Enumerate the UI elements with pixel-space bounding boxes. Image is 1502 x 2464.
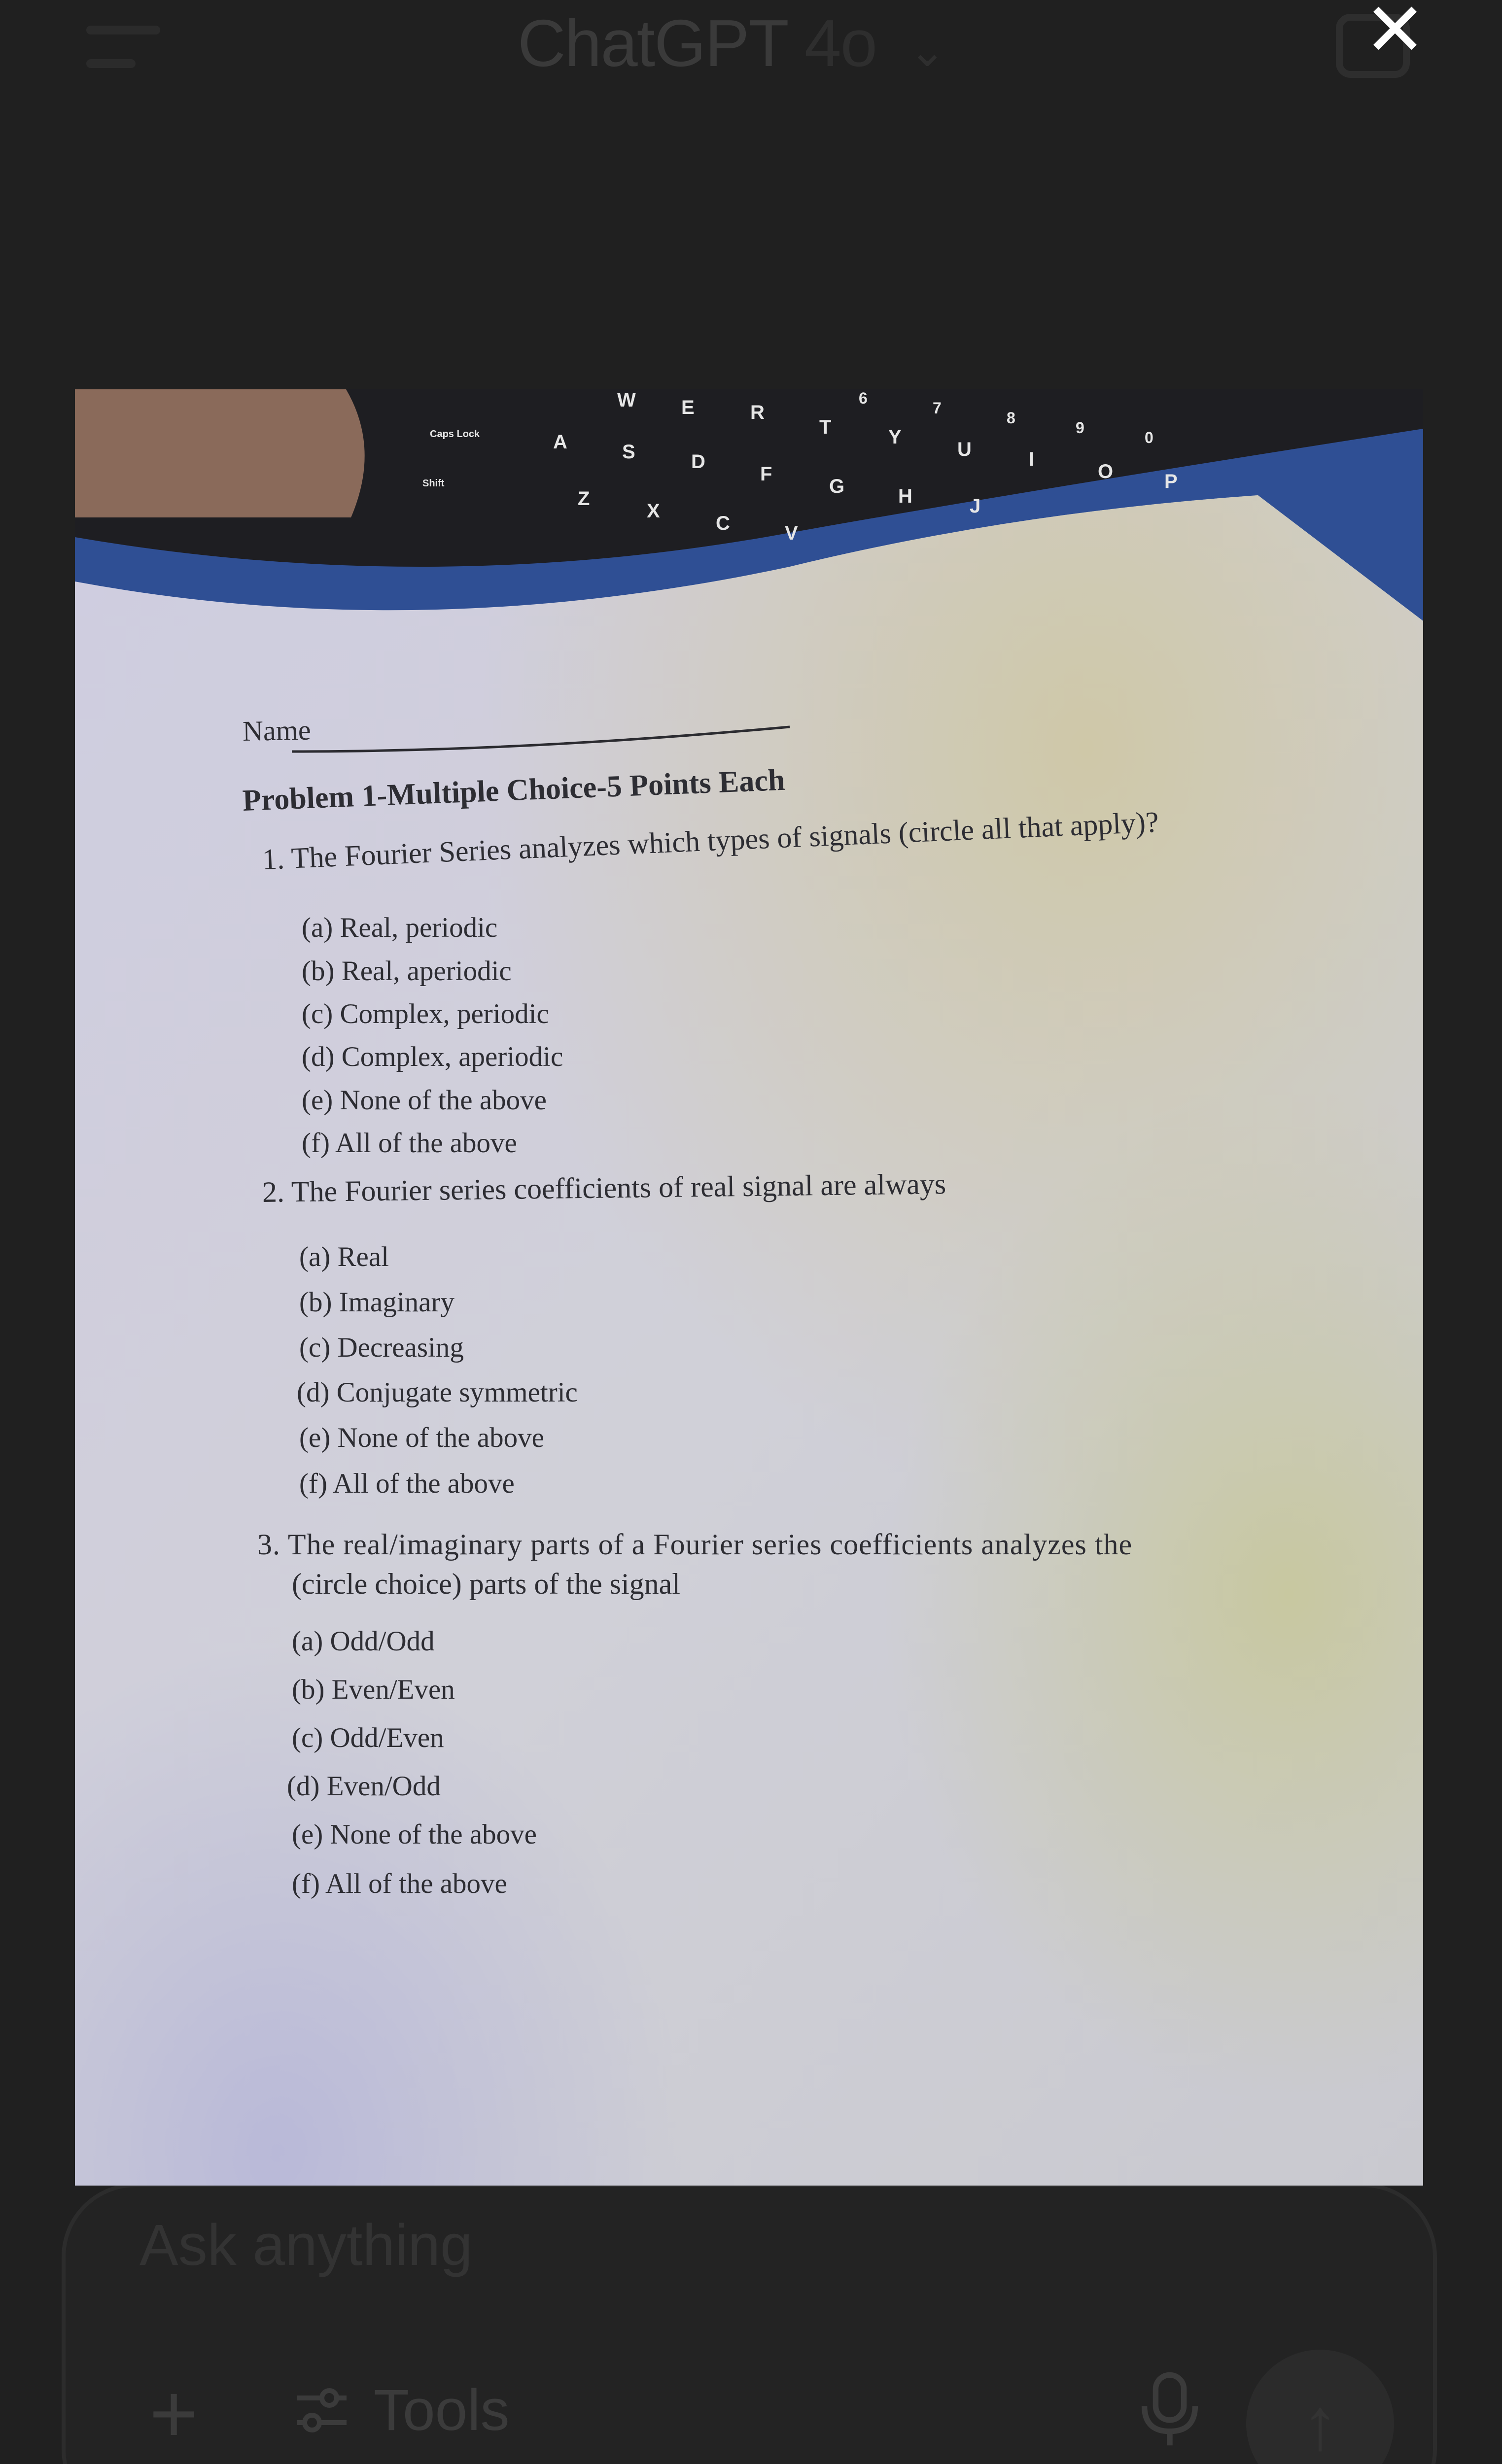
- q1-option-d: (d) Complex, aperiodic: [302, 1041, 563, 1072]
- keyboard-key: O: [1098, 461, 1114, 482]
- composer[interactable]: [62, 2183, 1437, 2464]
- tools-label: Tools: [374, 2378, 510, 2443]
- menu-icon[interactable]: [86, 20, 160, 74]
- keyboard-key: 7: [933, 399, 942, 417]
- sliders-icon: [292, 2381, 351, 2440]
- keyboard-key: 0: [1145, 429, 1153, 446]
- keyboard-key: T: [819, 416, 832, 438]
- keyboard-key: Shift: [422, 478, 445, 489]
- q2-option-a: (a) Real: [299, 1241, 389, 1272]
- keyboard-key: 6: [859, 389, 868, 407]
- name-label: Name: [242, 714, 312, 747]
- q1-option-b: (b) Real, aperiodic: [302, 956, 512, 987]
- keyboard-key: R: [750, 402, 765, 423]
- keyboard-key: A: [553, 431, 567, 453]
- question-3-line-2: (circle choice) parts of the signal: [292, 1568, 680, 1600]
- plus-icon[interactable]: +: [149, 2367, 199, 2461]
- q1-option-a: (a) Real, periodic: [302, 912, 498, 943]
- send-button[interactable]: [1246, 2350, 1394, 2464]
- keyboard-key: Y: [888, 426, 902, 448]
- keyboard-key: Caps Lock: [430, 429, 480, 440]
- keyboard-key: S: [622, 441, 635, 463]
- q3-option-b: (b) Even/Even: [292, 1674, 455, 1705]
- q2-option-b: (b) Imaginary: [299, 1287, 454, 1318]
- microphone-icon[interactable]: [1135, 2369, 1204, 2448]
- keyboard-key: E: [681, 397, 695, 418]
- q1-option-e: (e) None of the above: [302, 1085, 547, 1116]
- q3-option-e: (e) None of the above: [292, 1819, 537, 1850]
- q3-option-a: (a) Odd/Odd: [292, 1626, 435, 1657]
- q3-option-f: (f) All of the above: [292, 1868, 507, 1899]
- keyboard-key: I: [1029, 448, 1035, 470]
- model-name: 4o: [804, 6, 876, 80]
- keyboard-key: P: [1164, 471, 1178, 492]
- worksheet: [75, 389, 1423, 2186]
- problem-title: Problem 1-Multiple Choice-5 Points Each: [242, 763, 786, 818]
- q2-option-c: (c) Decreasing: [299, 1332, 464, 1363]
- keyboard-key: 8: [1007, 409, 1015, 427]
- keyboard-key: X: [647, 500, 660, 522]
- question-2: 2. The Fourier series coefficients of real signal are always: [262, 1167, 946, 1208]
- q1-option-f: (f) All of the above: [302, 1128, 517, 1159]
- arrow-up-icon: ↑: [1301, 2382, 1339, 2464]
- keyboard-key: V: [785, 522, 798, 544]
- keyboard-key: H: [898, 485, 912, 507]
- q3-option-c: (c) Odd/Even: [292, 1722, 444, 1753]
- question-3-line-1: 3. The real/imaginary parts of a Fourier series coefficients analyzes the: [257, 1528, 1133, 1561]
- q2-option-e: (e) None of the above: [299, 1422, 544, 1453]
- app-title: ChatGPT: [518, 6, 787, 80]
- question-1: 1. The Fourier Series analyzes which types of signals (circle all that apply)?: [261, 805, 1159, 876]
- photo-worksheet: [75, 389, 1423, 2186]
- keyboard-key: F: [760, 463, 772, 485]
- q3-option-d: (d) Even/Odd: [287, 1771, 441, 1802]
- keyboard-key: G: [829, 476, 845, 497]
- keyboard-key: U: [957, 439, 972, 460]
- keyboard-key: 9: [1076, 419, 1084, 437]
- keyboard-key: W: [617, 389, 636, 411]
- close-icon[interactable]: ✕: [1364, 0, 1426, 71]
- composer-placeholder[interactable]: Ask anything: [140, 2213, 473, 2278]
- keyboard-key: Z: [578, 488, 590, 510]
- keyboard-key: C: [716, 513, 730, 534]
- keyboard-key: D: [691, 451, 705, 473]
- q2-option-f: (f) All of the above: [299, 1468, 515, 1499]
- chevron-down-icon: ⌄: [908, 27, 945, 76]
- q2-option-d: (d) Conjugate symmetric: [297, 1377, 578, 1408]
- tools-button[interactable]: [292, 2377, 509, 2444]
- q1-option-c: (c) Complex, periodic: [302, 998, 549, 1029]
- model-selector[interactable]: [518, 5, 945, 81]
- keyboard-key: J: [970, 495, 981, 517]
